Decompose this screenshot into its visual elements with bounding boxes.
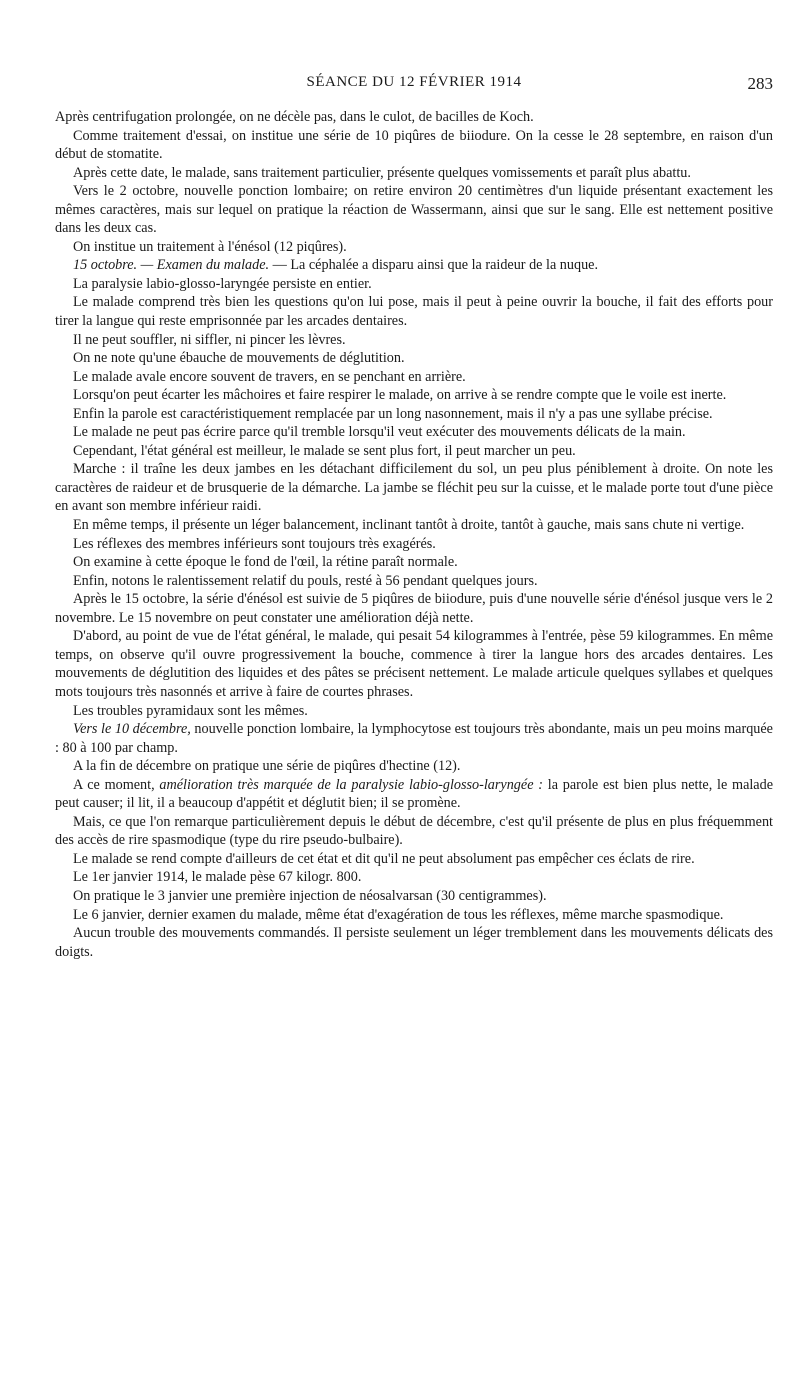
- paragraph: Marche : il traîne les deux jambes en les détachant difficilement du sol, un peu plus péniblement à droite. On note les caractères de raideur et de brusquerie de la démarche. La jambe se fléchit peu sur la cuisse, et le malade porte tout d'une pièce en avant son membre inférieur raidi.: [55, 461, 773, 515]
- paragraph: Les réflexes des membres inférieurs sont toujours très exagérés.: [73, 535, 436, 552]
- paragraph: La paralysie labio-glosso-laryngée persiste en entier.: [73, 275, 372, 292]
- paragraph: Enfin la parole est caractéristiquement remplacée par un long nasonnement, mais il n'y a pas une syllabe précise.: [73, 405, 713, 422]
- paragraph: Le 1er janvier 1914, le malade pèse 67 kilogr. 800.: [73, 869, 362, 886]
- paragraph-text: nouvelle ponction lombaire, la lymphocytose est toujours très abondante, mais un peu moins marquée : 80 à 100 par champ.: [55, 721, 773, 756]
- paragraph: Le malade avale encore souvent de travers, en se penchant en arrière.: [73, 368, 466, 385]
- date-heading: Vers le 10 décembre,: [73, 721, 191, 738]
- paragraph-ce-moment: [55, 776, 773, 813]
- paragraph: D'abord, au point de vue de l'état général, le malade, qui pesait 54 kilogrammes à l'entrée, pèse 59 kilogrammes. En même temps, on observe qu'il ouvre progressivement la bouche, commence à tirer la langue hors des arcades dentaires. Les mouvements de déglutition des liquides et des pâtes se précisent nettement. Le malade articule quelques syllabes et quelques mots toujours très nasonnés et arrive à faire de courtes phrases.: [55, 628, 773, 700]
- paragraph: Le malade ne peut pas écrire parce qu'il tremble lorsqu'il veut exécuter des mouvements délicats de la main.: [73, 424, 686, 441]
- paragraph: Lorsqu'on peut écarter les mâchoires et faire respirer le malade, on arrive à se rendre compte que le voile est inerte.: [73, 387, 727, 404]
- paragraph-text: — La céphalée a disparu ainsi que la raideur de la nuque.: [269, 257, 599, 274]
- paragraph: Comme traitement d'essai, on institue une série de 10 piqûres de biiodure. On la cesse le 28 septembre, en raison d'un début de stomatite.: [55, 127, 773, 163]
- paragraph: Aucun trouble des mouvements commandés. Il persiste seulement un léger tremblement dans les mouvements délicats des doigts.: [55, 925, 773, 960]
- paragraph: On institue un traitement à l'énésol (12 piqûres).: [73, 238, 347, 255]
- paragraph-text: la parole est bien plus nette, le malade peut causer; il lit, il a beaucoup d'appétit et déglutit bien; il se promène.: [55, 776, 773, 812]
- paragraph: Après cette date, le malade, sans traitement particulier, présente quelques vomissements et paraît plus abattu.: [73, 164, 691, 181]
- paragraph: En même temps, il présente un léger balancement, inclinant tantôt à droite, tantôt à gauche, mais sans chute ni vertige.: [73, 517, 745, 534]
- paragraph: On ne note qu'une ébauche de mouvements de déglutition.: [73, 350, 405, 367]
- paragraph: Cependant, l'état général est meilleur, le malade se sent plus fort, il peut marcher un peu.: [73, 442, 576, 459]
- page-number: 283: [747, 74, 773, 93]
- paragraph: Mais, ce que l'on remarque particulièrement depuis le début de décembre, c'est qu'il présente de plus en plus fréquemment des accès de rire spasmodique (type du rire pseudo-bulbaire).: [55, 813, 773, 849]
- paragraph: A la fin de décembre on pratique une série de piqûres d'hectine (12).: [73, 758, 461, 775]
- paragraph-text: A ce moment,: [73, 776, 160, 793]
- paragraph: Vers le 2 octobre, nouvelle ponction lombaire; on retire environ 20 centimètres d'un liquide présentant exactement les mêmes caractères, mais sur lequel on pratique la réaction de Wassermann, ainsi que sur le sang. Elle est nettement positive dans les deux cas.: [55, 183, 773, 237]
- running-title: SÉANCE DU 12 FÉVRIER 1914: [306, 74, 522, 90]
- paragraph-15-octobre: [55, 256, 773, 275]
- paragraph: Les troubles pyramidaux sont les mêmes.: [73, 702, 308, 719]
- paragraph-10-decembre: [55, 720, 773, 757]
- paragraph: Enfin, notons le ralentissement relatif du pouls, resté à 56 pendant quelques jours.: [73, 572, 538, 589]
- paragraph: Après le 15 octobre, la série d'énésol est suivie de 5 piqûres de biiodure, puis d'une nouvelle série d'énésol jusque vers le 2 novembre. Le 15 novembre on peut constater une amélioration déjà nette.: [55, 591, 773, 626]
- running-head: [55, 74, 773, 98]
- date-heading: 15 octobre. — Examen du malade.: [73, 257, 270, 274]
- paragraph: Il ne peut souffler, ni siffler, ni pincer les lèvres.: [73, 331, 346, 348]
- paragraph: Après centrifugation prolongée, on ne décèle pas, dans le culot, de bacilles de Koch.: [55, 109, 534, 125]
- paragraph: Le malade se rend compte d'ailleurs de cet état et dit qu'il ne peut absolument pas empêcher ces éclats de rire.: [73, 850, 695, 867]
- paragraph: Le 6 janvier, dernier examen du malade, même état d'exagération de tous les réflexes, même marche spasmodique.: [73, 906, 724, 923]
- paragraph: On pratique le 3 janvier une première injection de néosalvarsan (30 centigrammes).: [73, 887, 547, 904]
- paragraph: On examine à cette époque le fond de l'œil, la rétine paraît normale.: [73, 554, 458, 571]
- paragraph: Le malade comprend très bien les questions qu'on lui pose, mais il peut à peine ouvrir la bouche, il fait des efforts pour tirer la langue qui reste emprisonnée par les arcades dentaires.: [55, 294, 773, 330]
- emphasis-text: amélioration très marquée de la paralysie labio-glosso-laryngée :: [159, 776, 543, 793]
- body-text: [55, 108, 773, 961]
